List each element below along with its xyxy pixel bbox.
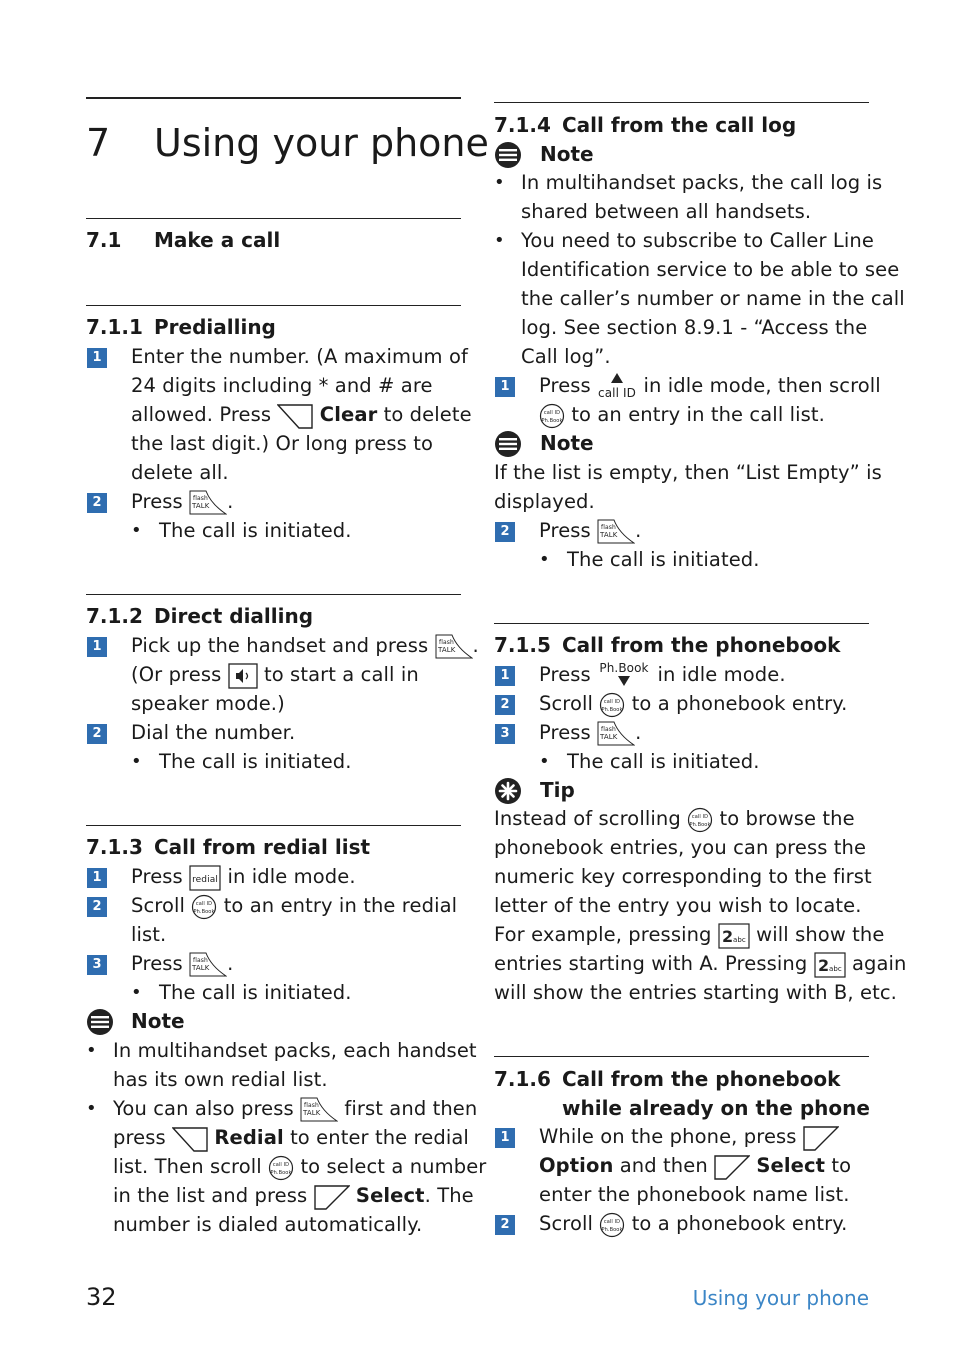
speaker-icon [228,663,258,689]
text-line: number is dialed automatically. [113,1213,423,1236]
svg-text:abc: abc [732,935,746,944]
tip-icon [494,777,522,805]
text-line: Press . [539,516,641,545]
right-softkey-icon [803,1125,839,1151]
step-number: 2 [87,897,107,917]
section-heading-7-1-4: 7.1.4 Call from the call log [494,113,797,137]
nav-key-icon [539,403,565,429]
left-softkey-icon [172,1126,208,1152]
svg-text:Ph.Book: Ph.Book [599,660,649,675]
svg-text:call ID: call ID [598,385,637,400]
text-line: enter the phonebook name list. [539,1183,850,1206]
text-line: phonebook entries, you can press the [494,836,867,859]
nav-key-icon [599,692,625,718]
section-heading-7-1-2: 7.1.2 Direct dialling [86,604,314,628]
text-line: in the list and press Select. The [113,1181,474,1210]
text-line: You can also press first and then [113,1094,477,1123]
text-line: Scroll to a phonebook entry. [539,1209,847,1238]
talk-key-icon [597,519,635,545]
text-line: Option and then Select to [539,1151,851,1180]
text-line: Call log”. [521,345,611,368]
text-line: Enter the number. (A maximum of [131,345,468,368]
tip-label: Tip [540,778,575,802]
text-line: Press call ID in idle mode, then scroll [539,371,881,402]
text-line: list. Then scroll to select a number [113,1152,486,1181]
text-line: The call is initiated. [567,750,760,773]
text-line: Instead of scrolling to browse the [494,804,855,833]
text-line: In multihandset packs, the call log is [521,171,883,194]
text-line: numeric key corresponding to the first [494,865,872,888]
text-line: displayed. [494,490,595,513]
text-line: speaker mode.) [131,692,285,715]
section-rule [86,305,461,306]
text-line: list. [131,923,167,946]
text-line: In multihandset packs, each handset [113,1039,477,1062]
nav-key-icon [191,894,217,920]
nav-key-icon [687,807,713,833]
text-line: delete all. [131,461,229,484]
text-line: Press Ph.Book in idle mode. [539,660,786,691]
section-rule [494,623,869,624]
text-line: The call is initiated. [159,750,352,773]
text-line: For example, pressing 2 abc will show the [494,920,884,949]
svg-text:abc: abc [828,964,842,973]
call-id-up-icon [597,372,637,402]
section-rule [86,825,461,826]
bullet-dot: • [131,982,142,1003]
section-heading-7-1-3: 7.1.3 Call from redial list [86,835,371,859]
note-icon [494,430,522,458]
step-number: 3 [495,724,515,744]
section-rule [494,1056,869,1057]
step-number: 1 [87,348,107,368]
bullet-dot: • [494,230,505,251]
note-label: Note [540,142,594,166]
note-icon [494,141,522,169]
text-line: will show the entries starting with B, etc. [494,981,897,1004]
nav-key-icon [599,1212,625,1238]
right-softkey-icon [314,1184,350,1210]
key-2-icon [718,923,750,949]
right-softkey-icon [714,1154,750,1180]
redial-key-icon [189,865,221,891]
text-line: Press redial in idle mode. [131,862,356,891]
step-number: 2 [87,724,107,744]
text-line: allowed. Press Clear to delete [131,400,472,429]
step-number: 2 [495,1215,515,1235]
text-line: letter of the entry you wish to locate. [494,894,862,917]
phonebook-down-icon [597,661,651,691]
footer-section-title: Using your phone [692,1286,869,1310]
text-line: Press . [539,718,641,747]
step-number: 2 [495,522,515,542]
text-line: If the list is empty, then “List Empty” is [494,461,882,484]
text-line: The call is initiated. [567,548,760,571]
bullet-dot: • [86,1098,97,1119]
step-number: 3 [87,955,107,975]
step-number: 1 [495,377,515,397]
text-line: entries starting with A. Pressing 2 abc again [494,949,907,978]
step-number: 1 [87,868,107,888]
page-number: 32 [86,1283,117,1311]
left-softkey-icon [277,403,313,429]
note-label: Note [540,431,594,455]
step-number: 2 [495,695,515,715]
section-heading-7-1-1: 7.1.1 Predialling [86,315,276,339]
section-rule [86,218,461,219]
text-line: Press . [131,949,233,978]
talk-key-icon [435,634,473,660]
text-line: Pick up the handset and press . [131,631,479,660]
note-icon [86,1008,114,1036]
bullet-dot: • [539,751,550,772]
step-number: 1 [87,637,107,657]
svg-text:redial: redial [192,874,219,885]
text-line: Scroll to an entry in the redial [131,891,457,920]
section-heading-7-1-5: 7.1.5 Call from the phonebook [494,633,841,657]
svg-text:2: 2 [817,955,829,975]
key-2-icon [814,952,846,978]
text-line: (Or press to start a call in [131,660,419,689]
text-line: You need to subscribe to Caller Line [521,229,874,252]
text-line: to an entry in the call list. [539,400,825,429]
text-line: press Redial to enter the redial [113,1123,469,1152]
nav-key-icon [268,1155,294,1181]
section-heading-7-1: 7.1 Make a call [86,228,281,252]
text-line: the caller’s number or name in the call [521,287,905,310]
text-line: The call is initiated. [159,519,352,542]
step-number: 1 [495,666,515,686]
section-rule [86,594,461,595]
text-line: log. See section 8.9.1 - “Access the [521,316,868,339]
text-line: shared between all handsets. [521,200,812,223]
talk-key-icon [189,490,227,516]
bullet-dot: • [494,172,505,193]
chapter-number: 7 [86,121,111,165]
talk-key-icon [189,952,227,978]
bullet-dot: • [131,520,142,541]
text-line: Press . [131,487,233,516]
bullet-dot: • [539,549,550,570]
section-heading-7-1-6: 7.1.6 Call from the phonebook [494,1067,841,1091]
section-rule [494,102,869,103]
step-number: 2 [87,493,107,513]
talk-key-icon [597,721,635,747]
note-label: Note [131,1009,185,1033]
text-line: 24 digits including * and # are [131,374,433,397]
svg-text:2: 2 [721,926,734,946]
bullet-dot: • [86,1040,97,1061]
chapter-title: Using your phone [154,121,489,165]
text-line: the last digit.) Or long press to [131,432,434,455]
step-number: 1 [495,1128,515,1148]
text-line: The call is initiated. [159,981,352,1004]
text-line: Scroll to a phonebook entry. [539,689,847,718]
talk-key-icon [300,1097,338,1123]
text-line: Dial the number. [131,721,296,744]
text-line: Identification service to be able to see [521,258,900,281]
bullet-dot: • [131,751,142,772]
section-heading-continued: while already on the phone [562,1096,870,1120]
chapter-rule [86,97,461,99]
text-line: has its own redial list. [113,1068,328,1091]
text-line: While on the phone, press [539,1122,839,1151]
